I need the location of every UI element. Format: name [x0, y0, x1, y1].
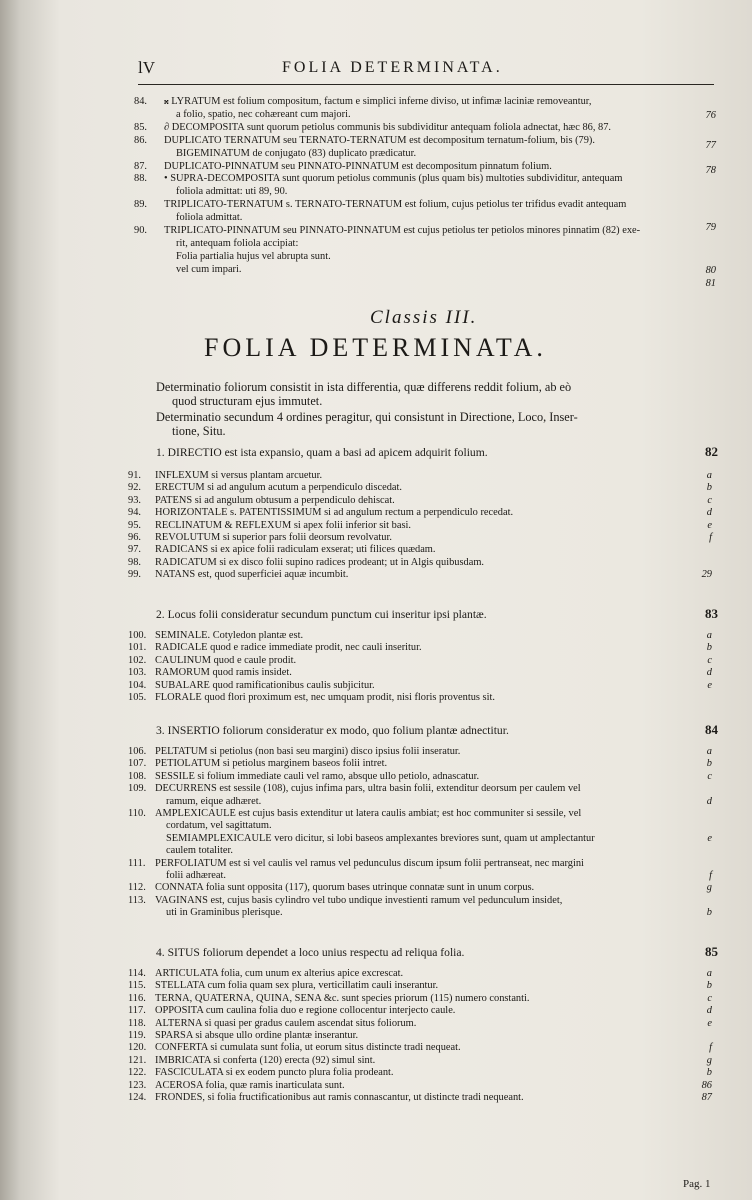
item-text: ramum, eique adhæret.: [166, 795, 262, 807]
figure-letter: b: [706, 642, 712, 654]
item-text: folii adhæreat.: [166, 870, 227, 881]
item-text: CONNATA folia sunt opposita (117), quorum bases utrinque connatæ sunt in unum corpus.: [155, 882, 535, 894]
figure-number: 79: [705, 222, 716, 233]
item-number: 108.: [128, 770, 147, 782]
section-heading: 4. SITUS foliorum dependet a loco unius respectu ad reliqua folia.: [156, 946, 465, 959]
figure-letter: 86: [701, 1079, 712, 1091]
figure-letter: d: [706, 507, 712, 519]
item-number: 92.: [128, 482, 141, 494]
item-text: PATENS si ad angulum obtusum a perpendiculo dehiscat.: [155, 494, 395, 506]
entry-text: • SUPRA-DECOMPOSITA sunt quorum petiolus communis (plus quam bis) multoties subdividitur, antequam: [164, 173, 623, 185]
item-number: 99.: [128, 569, 141, 581]
item-text: RAMORUM quod ramis insidet.: [155, 667, 292, 679]
item-text: SEMINALE. Cotyledon plantæ est.: [155, 630, 304, 641]
item-number: 109.: [128, 783, 147, 795]
section-heading: 2. Locus folii consideratur secundum punctum cui inseritur ipsi plantæ.: [156, 608, 487, 621]
item-text: SPARSA si absque ullo ordine plantæ inserantur.: [155, 1030, 359, 1041]
item-text: caulem totaliter.: [166, 845, 233, 857]
figure-letter: g: [706, 882, 712, 894]
item-text: SUBALARE quod ramificationibus caulis subjicitur.: [155, 679, 375, 691]
figure-letter: 29: [701, 569, 712, 581]
item-text: FRONDES, si folia fructificationibus aut ramis connascantur, ut distincte tradi nequeant.: [155, 1092, 524, 1103]
running-title: FOLIA DETERMINATA.: [282, 59, 503, 76]
item-text: HORIZONTALE s. PATENTISSIMUM si ad angulum rectum a perpendiculo recedat.: [155, 507, 514, 519]
entry-number: 87.: [134, 160, 147, 172]
item-number: 102.: [128, 654, 147, 666]
item-number: 110.: [128, 808, 146, 819]
entry-text: rit, antequam foliola accipiat:: [176, 237, 299, 249]
page-number: lV: [138, 58, 155, 77]
figure-letter: b: [706, 758, 712, 770]
item-text: STELLATA cum folia quam sex plura, verticillatim cauli inserantur.: [155, 980, 439, 992]
header-rule: [138, 84, 714, 85]
item-number: 124.: [128, 1092, 147, 1103]
item-number: 96.: [128, 532, 141, 543]
item-text: CAULINUM quod e caule prodit.: [155, 654, 297, 666]
page-title: FOLIA DETERMINATA.: [204, 333, 547, 362]
entry-number: 85.: [134, 121, 147, 133]
item-number: 118.: [128, 1017, 146, 1029]
item-text: DECURRENS est sessile (108), cujus infima pars, ultra basin folii, extenditur deorsum per caulem vel: [155, 783, 581, 795]
item-number: 103.: [128, 667, 147, 679]
section-figure-number: 84: [705, 722, 718, 737]
entry-number: 88.: [134, 173, 147, 185]
entry-text: BIGEMINATUM de conjugato (83) duplicato prædicatur.: [176, 147, 417, 159]
figure-number: 78: [705, 165, 716, 176]
entry-text: foliola admittat.: [176, 212, 243, 224]
item-text: CONFERTA si cumulata sunt folia, ut eorum situs distincte tradi nequeat.: [155, 1042, 461, 1054]
item-number: 107.: [128, 758, 147, 770]
item-number: 106.: [128, 746, 147, 757]
entry-text: DUPLICATO-PINNATUM seu PINNATO-PINNATUM est decompositum pinnatum folium.: [164, 160, 552, 172]
item-text: VAGINANS est, cujus basis cylindro vel tubo undique investienti ramum vel pedunculum insidet,: [155, 894, 563, 906]
figure-letter: 87: [701, 1092, 712, 1103]
item-number: 114.: [128, 968, 146, 979]
item-number: 93.: [128, 494, 141, 506]
item-number: 94.: [128, 507, 141, 519]
item-text: cordatum, vel sagittatum.: [166, 820, 272, 832]
entry-text: foliola admittat: uti 89, 90.: [176, 186, 288, 198]
figure-letter: f: [709, 870, 712, 881]
item-text: IMBRICATA si conferta (120) erecta (92) simul sint.: [155, 1054, 376, 1066]
item-number: 104.: [128, 679, 147, 691]
figure-letter: c: [707, 992, 712, 1004]
figure-letter: c: [707, 770, 712, 782]
section-heading: 1. DIRECTIO est ista expansio, quam a basi ad apicem adquirit folium.: [156, 446, 488, 459]
figure-letter: g: [706, 1054, 712, 1066]
item-number: 111.: [128, 857, 146, 869]
section-figure-number: 82: [705, 444, 718, 459]
item-text: FLORALE quod flori proximum est, nec umquam prodit, nisi floris proventus sit.: [155, 692, 495, 703]
item-text: ARTICULATA folia, cum unum ex alterius apice excrescat.: [155, 968, 404, 979]
item-text: RADICANS si ex apice folii radiculam exserat; uti filices quædam.: [155, 544, 436, 556]
item-number: 101.: [128, 642, 147, 654]
entry-text: Folia partialia hujus vel abrupta sunt.: [176, 250, 331, 262]
figure-letter: b: [706, 907, 712, 919]
figure-letter: e: [707, 1017, 712, 1029]
item-text: RECLINATUM & REFLEXUM si apex folii inferior sit basi.: [155, 519, 411, 531]
entry-text: a folio, spatio, nec cohæreant cum majori.: [176, 108, 351, 120]
item-text: ERECTUM si ad angulum acutum a perpendiculo discedat.: [155, 482, 403, 494]
figure-number: 81: [705, 278, 716, 289]
entry-text: DUPLICATO TERNATUM seu TERNATO-TERNATUM est decompositum ternatum-folium, bis (79).: [164, 134, 595, 146]
item-number: 95.: [128, 519, 141, 531]
item-text: PETIOLATUM si petiolus marginem baseos folii intret.: [155, 758, 388, 770]
item-text: PELTATUM si petiolus (non basi seu margini) disco ipsius folii inseratur.: [155, 746, 461, 757]
figure-letter: b: [706, 980, 712, 992]
figure-letter: f: [709, 1042, 712, 1054]
item-text: TERNA, QUATERNA, QUINA, SENA &c. sunt species priorum (115) numero constanti.: [155, 992, 530, 1004]
item-number: 123.: [128, 1079, 147, 1091]
class-label: Classis III.: [370, 307, 478, 328]
section-figure-number: 83: [705, 606, 718, 621]
item-number: 113.: [128, 894, 146, 906]
item-text: ALTERNA si quasi per gradus caulem ascendat situs foliorum.: [155, 1017, 417, 1029]
figure-letter: a: [706, 470, 712, 481]
entry-text: vel cum impari.: [176, 263, 242, 275]
figure-letter: a: [706, 630, 712, 641]
figure-letter: a: [706, 746, 712, 757]
item-number: 91.: [128, 470, 141, 481]
figure-letter: e: [707, 832, 712, 844]
entry-text: TRIPLICATO-PINNATUM seu PINNATO-PINNATUM est cujus petiolus ter petiolos minores pinnatim (82) exe-: [164, 225, 641, 236]
item-text: OPPOSITA cum caulina folia duo e regione collocentur interjecto caule.: [155, 1005, 456, 1017]
figure-letter: d: [706, 1005, 712, 1017]
item-number: 116.: [128, 992, 146, 1004]
intro-line: Determinatio secundum 4 ordines peragitur, qui consistunt in Directione, Loco, Inser-: [156, 410, 578, 424]
item-text: RADICALE quod e radice immediate prodit, nec cauli inseritur.: [155, 642, 422, 654]
figure-number: 76: [705, 110, 716, 121]
item-text: AMPLEXICAULE est cujus basis extenditur ut latera caulis ambiat; est hoc communiter si sessile, vel: [155, 808, 582, 819]
item-text: SESSILE si folium immediate cauli vel ramo, absque ullo petiolo, adnascatur.: [155, 770, 480, 782]
section-figure-number: 85: [705, 944, 718, 959]
item-text: NATANS est, quod superficiei aquæ incumbit.: [155, 569, 349, 581]
figure-letter: f: [709, 532, 712, 543]
item-text: REVOLUTUM si superior pars folii deorsum revolvatur.: [155, 532, 392, 543]
entry-text: TRIPLICATO-TERNATUM s. TERNATO-TERNATUM est folium, cujus petiolus ter trifidus evadit antequam: [164, 199, 627, 211]
item-number: 121.: [128, 1054, 147, 1066]
item-number: 120.: [128, 1042, 147, 1054]
signature-mark: Pag. 1: [683, 1178, 711, 1190]
item-number: 117.: [128, 1005, 146, 1017]
figure-letter: e: [707, 679, 712, 691]
item-number: 112.: [128, 882, 146, 894]
item-text: FASCICULATA si ex eodem puncto plura folia prodeant.: [155, 1067, 394, 1079]
item-text: PERFOLIATUM est si vel caulis vel ramus vel pedunculus discum ipsum folii pertranseat, nec margini: [155, 857, 584, 869]
item-text: INFLEXUM si versus plantam arcuetur.: [155, 470, 323, 481]
entry-number: 86.: [134, 134, 147, 146]
figure-letter: d: [706, 667, 712, 679]
item-number: 122.: [128, 1067, 147, 1079]
figure-letter: b: [706, 1067, 712, 1079]
entry-number: 90.: [134, 225, 147, 236]
entry-number: 89.: [134, 199, 147, 211]
intro-line: tione, Situ.: [172, 424, 226, 438]
entry-number: 84.: [134, 96, 147, 107]
item-number: 115.: [128, 980, 146, 992]
figure-letter: c: [707, 654, 712, 666]
item-number: 97.: [128, 544, 141, 556]
entry-text: ∂ DECOMPOSITA sunt quorum petiolus communis bis subdividitur antequam foliola adnectat, hæc 86, 87.: [164, 121, 612, 133]
intro-line: Determinatio foliorum consistit in ista differentia, quæ differens reddit folium, ab eò: [156, 380, 572, 394]
figure-letter: c: [707, 494, 712, 506]
section-heading: 3. INSERTIO foliorum consideratur ex modo, quo folium plantæ adnectitur.: [156, 724, 509, 737]
figure-letter: e: [707, 519, 712, 531]
intro-line: quod structuram ejus immutet.: [172, 394, 323, 408]
item-number: 100.: [128, 630, 147, 641]
figure-number: 80: [705, 265, 716, 276]
figure-letter: d: [706, 795, 712, 807]
item-text: SEMIAMPLEXICAULE vero dicitur, si lobi baseos amplexantes breviores sunt, quam ut amplectantur: [166, 832, 595, 844]
item-number: 119.: [128, 1030, 146, 1041]
figure-letter: a: [706, 968, 712, 979]
entry-text: 𝄪 LYRATUM est folium compositum, factum e simplici inferne diviso, ut infimæ laciniæ removeantur,: [164, 96, 592, 107]
item-number: 105.: [128, 692, 147, 703]
item-text: RADICATUM si ex disco folii supino radices prodeant; ut in Algis quibusdam.: [155, 556, 485, 568]
item-text: ACEROSA folia, quæ ramis inarticulata sunt.: [155, 1079, 345, 1091]
item-number: 98.: [128, 556, 141, 568]
figure-letter: b: [706, 482, 712, 494]
item-text: uti in Graminibus plerisque.: [166, 907, 283, 919]
figure-number: 77: [705, 140, 716, 151]
